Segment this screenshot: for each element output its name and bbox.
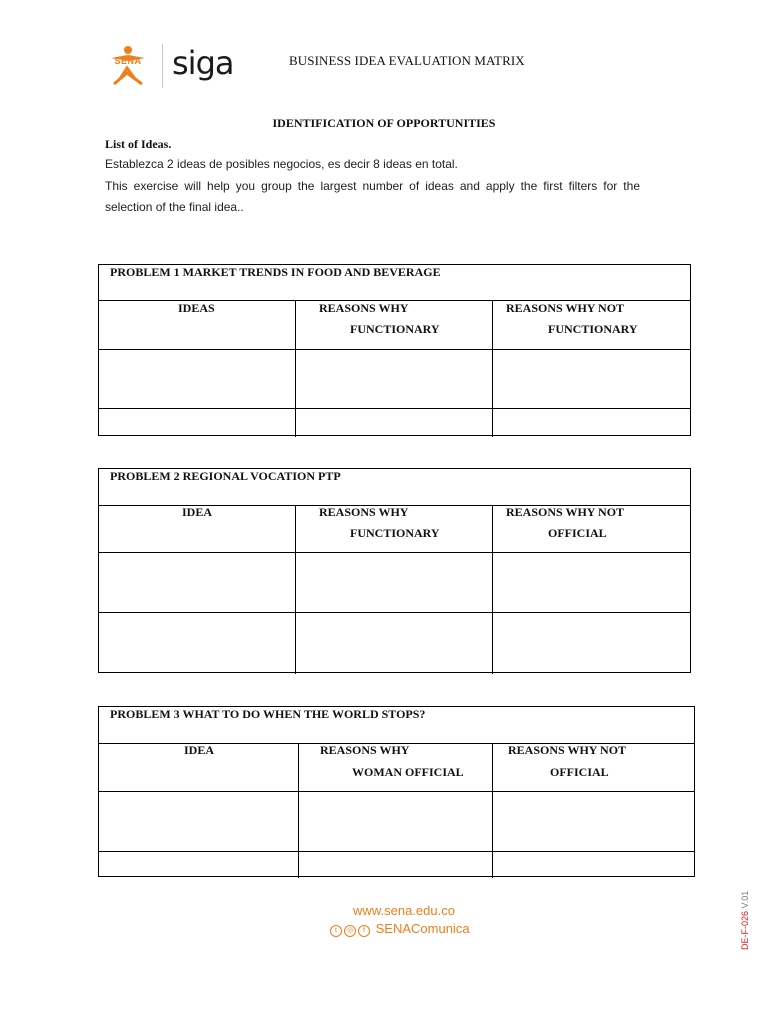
idea-column-header: IDEA bbox=[184, 743, 215, 757]
reasons-why-not-header-line2: OFFICIAL bbox=[550, 765, 609, 779]
reasons-why-header-line1: REASONS WHY bbox=[319, 301, 409, 315]
idea-column-header: IDEA bbox=[182, 505, 213, 519]
footer-website-link[interactable]: www.sena.edu.co bbox=[353, 903, 455, 918]
reasons-why-not-cell[interactable] bbox=[493, 409, 690, 435]
reasons-why-cell[interactable] bbox=[296, 613, 492, 672]
problem-2-table bbox=[98, 468, 691, 673]
reasons-why-header-line2: FUNCTIONARY bbox=[350, 322, 440, 336]
instagram-icon: ◎ bbox=[344, 925, 356, 937]
reasons-why-cell[interactable] bbox=[296, 409, 492, 435]
idea-cell[interactable] bbox=[99, 613, 295, 672]
twitter-icon: t bbox=[330, 925, 342, 937]
idea-cell[interactable] bbox=[99, 852, 298, 876]
reasons-why-header-line1: REASONS WHY bbox=[320, 743, 410, 757]
instruction-line-1: Establezca 2 ideas de posibles negocios, es decir 8 ideas en total. bbox=[105, 157, 458, 171]
social-handle: SENAComunica bbox=[375, 921, 470, 936]
problem-1-title: PROBLEM 1 MARKET TRENDS IN FOOD AND BEVERAGE bbox=[110, 265, 441, 279]
reasons-why-cell[interactable] bbox=[299, 852, 492, 876]
idea-cell[interactable] bbox=[99, 350, 295, 408]
reasons-why-not-header-line1: REASONS WHY NOT bbox=[506, 301, 625, 315]
problem-1-title-row bbox=[99, 265, 690, 301]
reasons-why-not-header-line1: REASONS WHY NOT bbox=[508, 743, 627, 757]
problem-2-title: PROBLEM 2 REGIONAL VOCATION PTP bbox=[110, 469, 341, 483]
reasons-why-header-line2: FUNCTIONARY bbox=[350, 526, 440, 540]
sena-logo-text: SENA bbox=[114, 56, 142, 66]
instruction-line-2: This exercise will help you group the largest number of ideas and apply the first filters for the bbox=[105, 179, 640, 193]
document-title: BUSINESS IDEA EVALUATION MATRIX bbox=[289, 53, 525, 68]
logo-divider bbox=[162, 44, 163, 88]
reasons-why-not-cell[interactable] bbox=[493, 350, 690, 408]
problem-3-title-row bbox=[99, 707, 694, 744]
reasons-why-not-cell[interactable] bbox=[493, 613, 690, 672]
reasons-why-cell[interactable] bbox=[299, 792, 492, 851]
reasons-why-header-line1: REASONS WHY bbox=[319, 505, 409, 519]
problem-1-table bbox=[98, 264, 691, 436]
doc-version: V.01 bbox=[740, 890, 750, 909]
problem-3-table bbox=[98, 706, 695, 877]
reasons-why-cell[interactable] bbox=[296, 350, 492, 408]
reasons-why-not-header-line2: OFFICIAL bbox=[548, 526, 607, 540]
footer-social bbox=[330, 921, 470, 937]
doc-code: DE-F-026 bbox=[740, 910, 750, 950]
reasons-why-not-header-line1: REASONS WHY NOT bbox=[506, 505, 625, 519]
instruction-line-3: selection of the final idea.. bbox=[105, 200, 244, 214]
reasons-why-not-cell[interactable] bbox=[493, 553, 690, 612]
reasons-why-cell[interactable] bbox=[296, 553, 492, 612]
problem-2-title-row bbox=[99, 469, 690, 506]
idea-cell[interactable] bbox=[99, 409, 295, 435]
idea-cell[interactable] bbox=[99, 792, 298, 851]
ideas-column-header: IDEAS bbox=[178, 301, 215, 315]
siga-logo: siga bbox=[172, 44, 234, 82]
document-code bbox=[740, 891, 750, 950]
idea-cell[interactable] bbox=[99, 553, 295, 612]
facebook-icon: f bbox=[358, 925, 370, 937]
reasons-why-not-header-line2: FUNCTIONARY bbox=[548, 322, 638, 336]
reasons-why-not-cell[interactable] bbox=[493, 852, 694, 876]
section-title: IDENTIFICATION OF OPPORTUNITIES bbox=[272, 116, 496, 130]
sena-logo-icon bbox=[105, 44, 151, 90]
reasons-why-not-cell[interactable] bbox=[493, 792, 694, 851]
list-heading: List of Ideas. bbox=[105, 137, 172, 151]
reasons-why-header-line2: WOMAN OFFICIAL bbox=[352, 765, 464, 779]
problem-3-title: PROBLEM 3 WHAT TO DO WHEN THE WORLD STOPS? bbox=[110, 707, 426, 721]
